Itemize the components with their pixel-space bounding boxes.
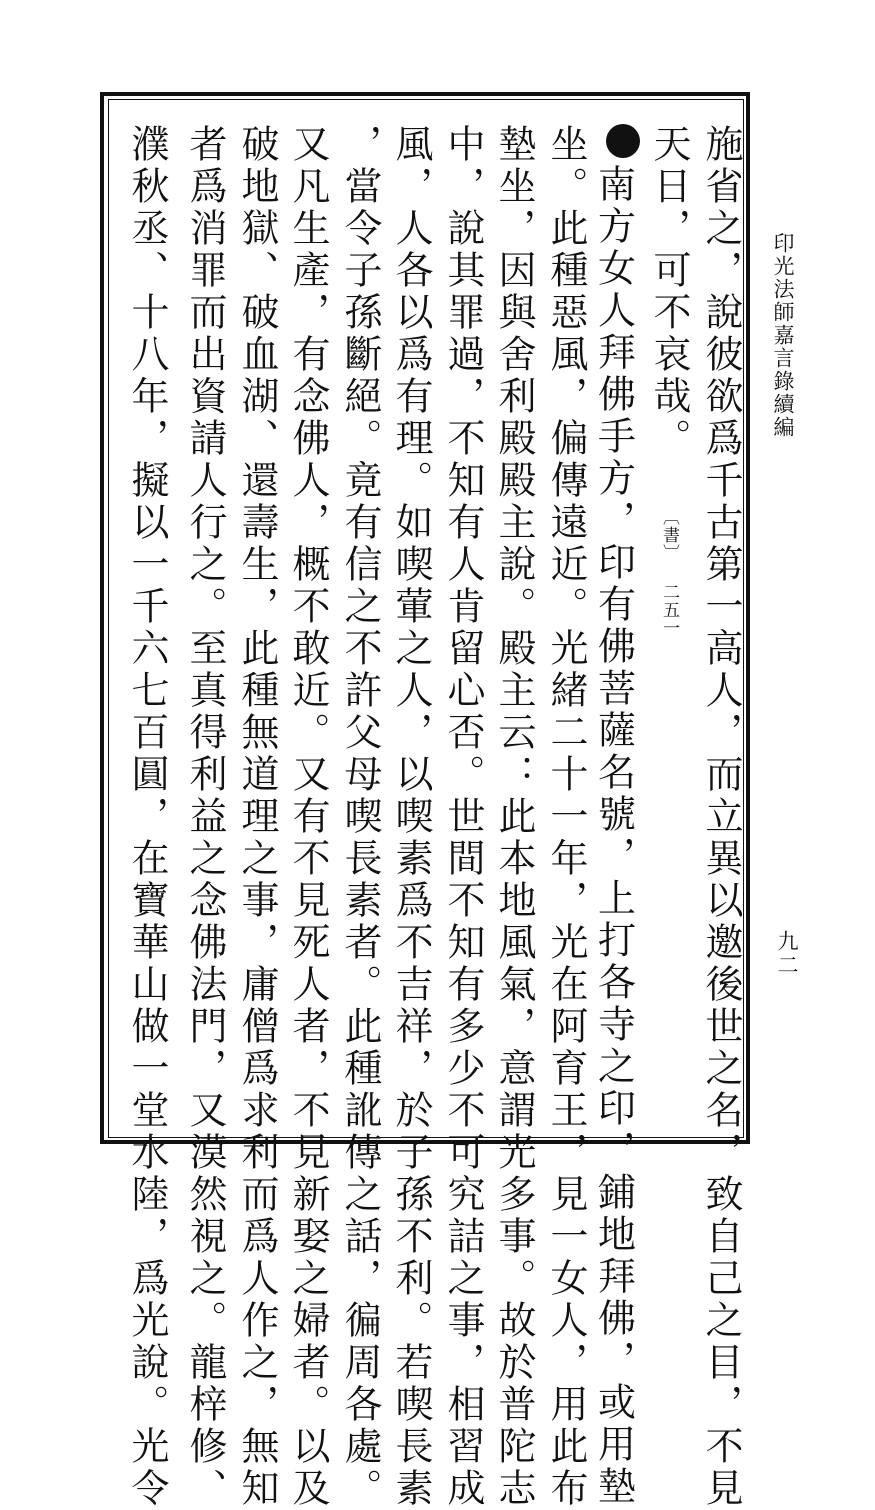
text-column-3 (591, 124, 640, 1508)
column-3-text: 南方女人拜佛手方，印有佛菩薩名號，上打各寺之印，鋪地拜佛，或用墊 (591, 164, 636, 1508)
text-column-8: ，當令子孫斷絕。竟有信之不許父母喫長素者。此種訛傳之話，徧周各處。 (338, 124, 382, 1510)
text-column-6: 中，說其罪過，不知有人肯留心否。世間不知有多少不可究詰之事，相習成 (441, 124, 485, 1510)
text-column-4: 坐。此種惡風，偏傳遠近。光緒二十一年，光在阿育王，見一女人，用此布 (544, 124, 588, 1510)
text-column-1: 施省之，說彼欲爲千古第一高人，而立異以邀後世之名，致自己之目，不見 (699, 124, 743, 1510)
column-2-text: 天日，可不哀哉。 (647, 124, 691, 460)
bullet-dot-icon (606, 124, 640, 158)
source-note-bottom: 二五一 (659, 583, 679, 637)
text-column-11: 者爲消罪而出資請人行之。至真得利益之念佛法門，又漠然視之。龍梓修、 (183, 124, 227, 1510)
text-column-10: 破地獄、破血湖、還壽生，此種無道理之事，庸僧爲求利而爲人作之，無知 (235, 124, 279, 1510)
page-number: 九二 (775, 930, 799, 978)
text-column-7: 風，人各以爲有理。如喫葷之人，以喫素爲不吉祥，於子孫不利。若喫長素 (389, 124, 433, 1510)
text-column-2 (646, 124, 692, 1134)
source-note-top: 〔書〕 (659, 508, 679, 562)
text-column-12: 濮秋丞、十八年，擬以一千六七百圓，在寶華山做一堂水陸，爲光說。光令 (125, 124, 169, 1510)
text-column-5: 墊坐，因與舍利殿殿主說。殿主云：此本地風氣，意謂光多事。故於普陀志 (492, 124, 536, 1510)
source-note (660, 508, 678, 637)
book-title: 印光法師嘉言錄續編 (771, 232, 795, 439)
text-column-9: 又凡生產，有念佛人，概不敢近。又有不見死人者，不見新娶之婦者。以及 (286, 124, 330, 1510)
